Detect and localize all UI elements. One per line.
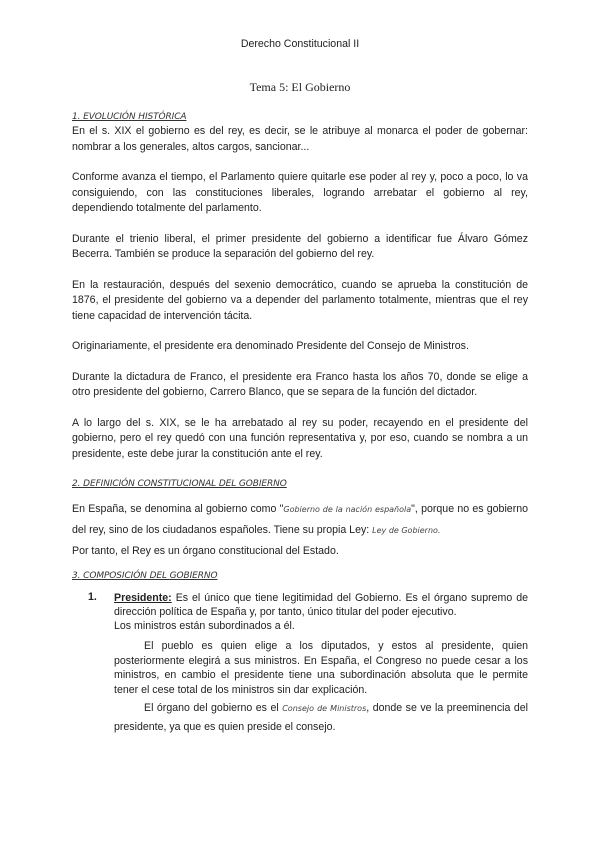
- section-heading-evolucion: 1. EVOLUCIÓN HISTÓRICA: [72, 112, 187, 122]
- handwritten-note: Gobierno de la nación española: [283, 505, 412, 514]
- handwritten-note: Ley de Gobierno.: [372, 526, 441, 535]
- paragraph: Durante la dictadura de Franco, el presidente era Franco hasta los años 70, donde se elige a otro presidente del gobierno, Carrero Blanco, que se separa de la función del dictador.: [72, 370, 528, 398]
- text-segment: Es el único que tiene legitimidad del Gobierno. Es el órgano supremo de dirección política de España y, por tanto, único titular del poder ejecutivo.: [114, 592, 528, 618]
- section-heading-composicion: 3. COMPOSICIÓN DEL GOBIERNO: [72, 571, 218, 581]
- text-segment: En España, se denomina al gobierno como ": [72, 503, 284, 515]
- text-segment: El órgano del gobierno es el: [144, 702, 283, 714]
- text-segment: , donde se ve la preeminencia del presidente, ya que es quien preside el consejo.: [114, 702, 529, 733]
- paragraph: Durante el trienio liberal, el primer presidente del gobierno a identificar fue Álvaro Gómez Becerra. También se produce la separación del gobierno del rey.: [72, 232, 528, 260]
- paragraph: El pueblo es quien elige a los diputados, y estos al presidente, quien posteriormente elegirá a sus ministros. En España, el Congreso no puede cesar a los ministros, en cambio el presidente tiene una subordinación absoluta que le permite tener el cese total de los ministros sin dar explicación.: [114, 640, 528, 696]
- list-item-presidente: [72, 591, 528, 737]
- term-label: Presidente:: [114, 592, 172, 604]
- presidente-paragraph: [114, 591, 528, 619]
- page-header: Derecho Constitucional II: [240, 38, 360, 50]
- paragraph: Por tanto, el Rey es un órgano constitucional del Estado.: [72, 545, 339, 557]
- document-body: [72, 110, 528, 737]
- list-number: 1.: [88, 591, 97, 603]
- section-heading-definicion: 2. DEFINICIÓN CONSTITUCIONAL DEL GOBIERNO: [72, 479, 287, 489]
- paragraph: En el s. XIX el gobierno es del rey, es decir, se le atribuye al monarca el poder de gobernar: nombrar a los generales, altos cargos, sancionar...: [72, 125, 528, 153]
- page-title: Tema 5: El Gobierno: [249, 80, 351, 94]
- paragraph: Los ministros están subordinados a él.: [114, 620, 295, 632]
- paragraph: Conforme avanza el tiempo, el Parlamento quiere quitarle ese poder al rey y, poco a poco, lo va consiguiendo, con las constituciones liberales, logrando arrebatar el gobierno al rey, dependiendo totalmente del parlamento.: [72, 171, 528, 214]
- definition-paragraph: [72, 499, 528, 541]
- paragraph: A lo largo del s. XIX, se le ha arrebatado al rey su poder, recayendo en el presidente del gobierno, pero el rey quedó con una función representativa y, por eso, cuando se nombra a un presidente, este debe jurar la constitución ante el rey.: [72, 416, 528, 460]
- text-segment: ", porque no es gobierno del rey, sino de los ciudadanos españoles. Tiene su propia Ley:: [72, 503, 529, 536]
- consejo-paragraph: [114, 699, 528, 737]
- handwritten-note: Consejo de Ministros: [282, 704, 367, 713]
- paragraph: En la restauración, después del sexenio democrático, cuando se aprueba la constitución de 1876, el presidente del gobierno va a depender del parlamento totalmente, mientras que el rey tiene capacidad de intervención tácita.: [72, 278, 528, 322]
- paragraph: Originariamente, el presidente era denominado Presidente del Consejo de Ministros.: [72, 340, 469, 352]
